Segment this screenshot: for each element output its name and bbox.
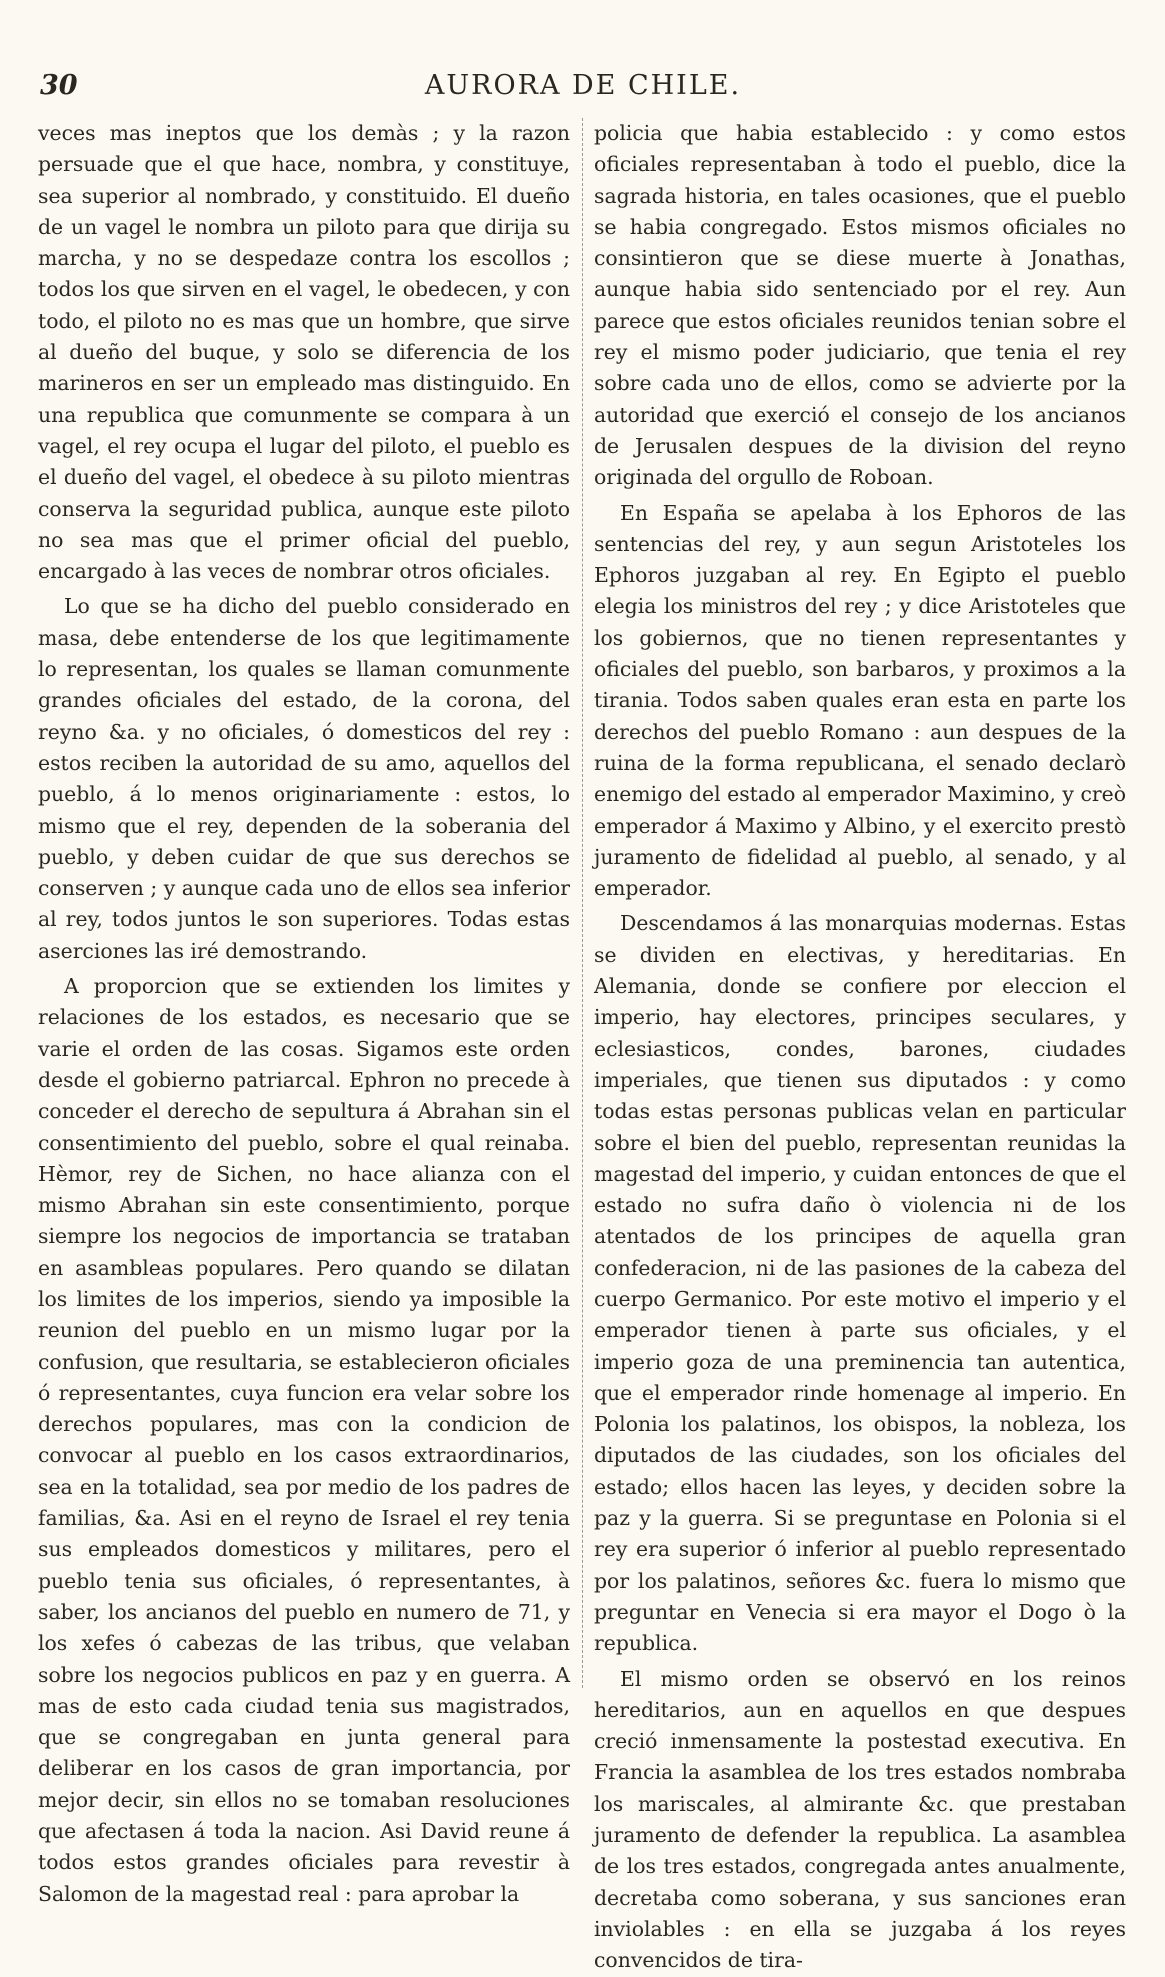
column-divider [582, 118, 583, 1688]
paragraph: Descendamos á las monarquias modernas. Estas se dividen en electivas, y hereditarias. En Alemania, donde se confiere por eleccion el imperio, hay electores, principes seculares, y eclesiasticos, condes, barones, ciudades imperiales, que tienen sus diputados : y como todas estas personas publicas velan en particular sobre el bien del pueblo, representan reunidas la magestad del imperio, y cuidan entonces de que el estado no sufra daño ò violencia ni de los atentados de los principes de aquella gran confederacion, ni de las pasiones de la cabeza del cuerpo Germanico. Por este motivo el imperio y el emperador tienen à parte sus oficiales, y el imperio goza de una preminencia tan autentica, que el emperador rinde homenage al imperio. En Polonia los palatinos, los obispos, la nobleza, los diputados de las ciudades, son los oficiales del estado; ellos hacen las leyes, y deciden sobre la paz y la guerra. Si se preguntase en Polonia si el rey era superior ó inferior al pueblo representado por los palatinos, señores &c. fuera lo mismo que preguntar en Venecia si era mayor el Dogo ò la republica. [594, 911, 1126, 1656]
paragraph: policia que habia establecido : y como estos oficiales representaban à todo el pueblo, dice la sagrada historia, en tales ocasiones, que el pueblo se habia congregado. Estos mismos oficiales no consintieron que se diese muerte à Jonathas, aunque habia sido sentenciado por el rey. Aun parece que estos oficiales reunidos tenian sobre el rey el mismo poder judiciario, que tenia el rey sobre cada uno de ellos, como se advierte por la autoridad que exerció el consejo de los ancianos de Jerusalen despues de la division del reyno originada del orgullo de Roboan. [594, 121, 1126, 490]
paragraph: veces mas ineptos que los demàs ; y la razon persuade que el que hace, nombra, y constituye, sea superior al nombrado, y constituido. El dueño de un vagel le nombra un piloto para que dirija su marcha, y no se despedaze contra los escollos ; todos los que sirven en el vagel, le obedecen, y con todo, el piloto no es mas que un hombre, que sirve al dueño del buque, y solo se diferencia de los marineros en ser un empleado mas distinguido. En una republica que comunmente se compara à un vagel, el rey ocupa el lugar del piloto, el pueblo es el dueño del vagel, el obedece à su piloto mientras conserva la seguridad publica, aunque este piloto no sea mas que el primer oficial del pueblo, encargado à las veces de nombrar otros oficiales. [38, 121, 570, 584]
paragraph: Lo que se ha dicho del pueblo considerado en masa, debe entenderse de los que legitimamente lo representan, los quales se llaman comunmente grandes oficiales del estado, de la corona, del reyno &a. y no oficiales, ó domesticos del rey : estos reciben la autoridad de su amo, aquellos del pueblo, á lo menos originariamente : estos, lo mismo que el rey, dependen de la soberania del pueblo, y deben cuidar de que sus derechos se conserven ; y aunque cada uno de ellos sea inferior al rey, todos juntos le son superiores. Todas estas aserciones las iré demostrando. [38, 594, 570, 963]
page-number: 30 [40, 70, 78, 101]
left-column [38, 118, 570, 1906]
paragraph: El mismo orden se observó en los reinos hereditarios, aun en aquellos en que despues creció inmensamente la postestad executiva. En Francia la asamblea de los tres estados nombraba los mariscales, al almirante &c. que prestaban juramento de defender la republica. La asamblea de los tres estados, congregada antes anualmente, decretaba como soberana, y sus sanciones eran inviolables : en ella se juzgaba á los reyes convencidos de tira- [594, 1666, 1126, 1973]
paragraph: A proporcion que se extienden los limites y relaciones de los estados, es necesario que se varie el orden de las cosas. Sigamos este orden desde el gobierno patriarcal. Ephron no precede à conceder el derecho de sepultura á Abrahan sin el consentimiento del pueblo, sobre el qual reinaba. Hèmor, rey de Sichen, no hace alianza con el mismo Abrahan sin este consentimiento, porque siempre los negocios de importancia se trataban en asambleas populares. Pero quando se dilatan los limites de los imperios, siendo ya imposible la reunion del pueblo en un mismo lugar por la confusion, que resultaria, se establecieron oficiales ó representantes, cuya funcion era velar sobre los derechos populares, mas con la condicion de convocar al pueblo en los casos extraordinarios, sea en la totalidad, sea por medio de los padres de familias, &a. Asi en el reyno de Israel el rey tenia sus empleados domesticos y militares, pero el pueblo tenia sus oficiales, ó representantes, à saber, los ancianos del pueblo en numero de 71, y los xefes ó cabezas de las tribus, que velaban sobre los negocios publicos en paz y en guerra. A mas de esto cada ciudad tenia sus magistrados, que se congregaban en junta general para deliberar en los casos de gran importancia, por mejor decir, sin ellos no se tomaban resoluciones que afectasen á toda la nacion. Asi David reune á todos estos grandes oficiales para revestir à Salomon de la magestad real : para aprobar la [38, 974, 570, 1906]
running-title: AURORA DE CHILE. [424, 70, 742, 101]
right-column [594, 118, 1126, 1973]
paragraph: En España se apelaba à los Ephoros de las sentencias del rey, y aun segun Aristoteles los Ephoros juzgaban al rey. En Egipto el pueblo elegia los ministros del rey ; y dice Aristoteles que los gobiernos, que no tienen representantes y oficiales del pueblo, son barbaros, y proximos a la tirania. Todos saben quales eran esta en parte los derechos del pueblo Romano : aun despues de la ruina de la forma republicana, el senado declarò enemigo del estado al emperador Maximino, y creò emperador á Maximo y Albino, y el exercito prestò juramento de fidelidad al pueblo, al senado, y al emperador. [594, 500, 1126, 901]
page-header [38, 62, 1128, 106]
